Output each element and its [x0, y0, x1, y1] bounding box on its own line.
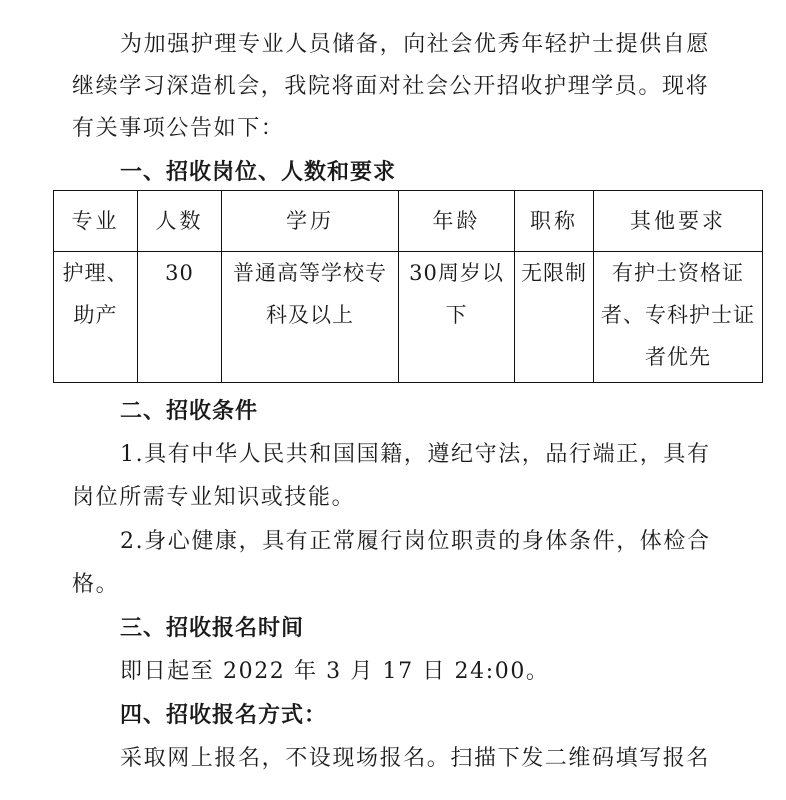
age-cell-line: 30周岁以: [409, 261, 504, 285]
count-value: 30: [165, 261, 194, 285]
age-cell: [399, 252, 515, 383]
major-cell-line: 助产: [73, 303, 118, 327]
table-row: [54, 252, 763, 383]
count-cell: [138, 252, 222, 383]
table-header-cell: 学历: [222, 191, 399, 252]
table-header-cell: 人数: [138, 191, 222, 252]
table-header-cell: 其他要求: [594, 191, 763, 252]
other-requirements-cell: [594, 252, 763, 383]
major-cell-line: 护理、: [62, 261, 129, 285]
age-cell-line: 下: [445, 303, 468, 327]
intro-paragraph-line-2: 继续学习深造机会，我院将面对社会公开招收护理学员。现将: [72, 74, 710, 99]
section-1-heading: 一、招收岗位、人数和要求: [120, 160, 397, 185]
title-cell: [515, 252, 594, 383]
section-4-heading: 四、招收报名方式：: [120, 703, 328, 728]
education-cell: [222, 252, 399, 383]
table-header-cell: 职称: [515, 191, 594, 252]
condition-1-line-2: 岗位所需专业知识或技能。: [72, 485, 356, 510]
condition-2-line-1: 2.身心健康，具有正常履行岗位职责的身体条件，体检合: [120, 529, 711, 554]
section-3-heading: 三、招收报名时间: [120, 616, 305, 641]
title-value: 无限制: [521, 261, 587, 285]
registration-time-text: 即日起至 2022 年 3 月 17 日 24:00。: [120, 659, 550, 684]
recruitment-table: [53, 190, 763, 383]
section-2-heading: 二、招收条件: [120, 399, 259, 424]
condition-2-line-2: 格。: [72, 572, 120, 597]
condition-1-line-1: 1.具有中华人民共和国国籍，遵纪守法，品行端正，具有: [120, 442, 711, 467]
other-requirements-line: 有护士资格证: [612, 261, 744, 285]
intro-paragraph-line-3: 有关事项公告如下：: [72, 116, 285, 141]
education-cell-line: 科及以上: [266, 303, 354, 327]
table-header-cell: 年龄: [399, 191, 515, 252]
other-requirements-line: 者、专科护士证: [601, 303, 755, 327]
intro-paragraph-line-1: 为加强护理专业人员储备，向社会优秀年轻护士提供自愿: [120, 32, 711, 57]
table-header-cell: 专业: [54, 191, 138, 252]
registration-method-text: 采取网上报名，不设现场报名。扫描下发二维码填写报名: [120, 746, 711, 771]
major-cell: [54, 252, 138, 383]
other-requirements-line: 者优先: [645, 345, 711, 369]
table-header-row: [54, 191, 763, 252]
education-cell-line: 普通高等学校专: [233, 261, 387, 285]
